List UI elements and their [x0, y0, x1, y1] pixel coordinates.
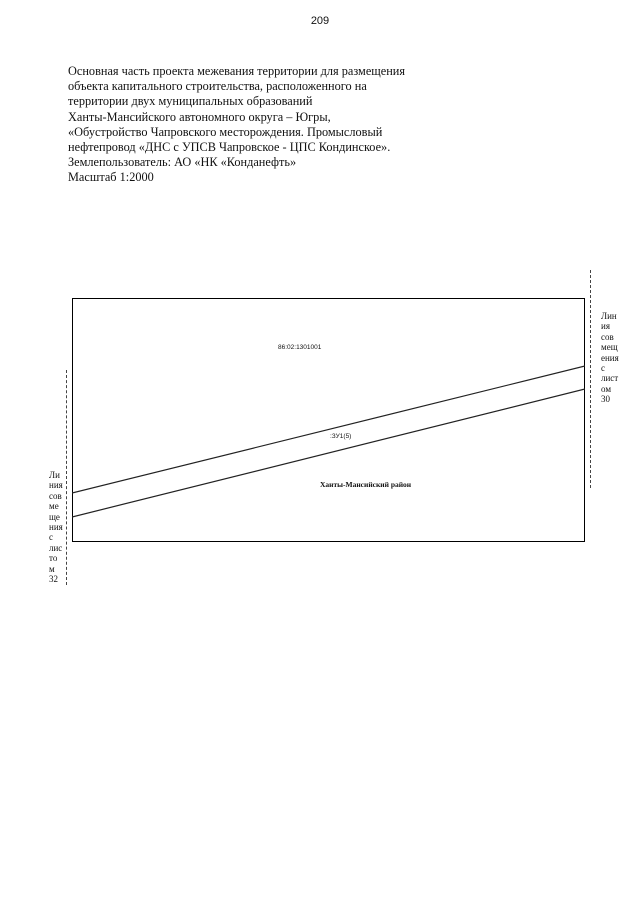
corridor-lower-boundary — [72, 389, 585, 517]
match-line-left-text: Ли — [49, 470, 60, 480]
match-line-right-text: лист — [601, 373, 619, 384]
match-line-right-text: сов — [601, 331, 614, 342]
match-line-right-text: ия — [601, 321, 610, 332]
match-line-right-text: ом — [601, 383, 612, 394]
match-line-left-text: лис — [49, 542, 63, 553]
land-user-line: Землепользователь: АО «НК «Конданефть» — [68, 155, 297, 170]
match-line-right-text: с — [601, 363, 605, 374]
match-line-right-label — [601, 311, 631, 405]
document-header — [68, 64, 448, 186]
match-line-right — [590, 270, 591, 488]
match-line-left-text: ме — [49, 501, 59, 512]
district-label: Ханты-Мансийский район — [320, 480, 412, 489]
cadastral-quarter-label: 86:02:1301001 — [278, 344, 322, 351]
match-line-right-text: мещ — [601, 342, 618, 353]
header-line: Ханты-Мансийского автономного округа – Югры, — [68, 109, 331, 124]
header-line: Основная часть проекта межевания территории для размещения — [68, 64, 406, 78]
header-line: «Обустройство Чапровского месторождения. Промысловый — [68, 124, 383, 139]
corridor-upper-boundary — [72, 366, 585, 493]
match-line-left-text: сов — [49, 490, 62, 501]
header-line: территории двух муниципальных образований — [68, 94, 313, 109]
match-line-left-text: с — [49, 532, 53, 543]
match-line-left-text: ще — [49, 511, 60, 522]
match-line-right-text: Лин — [601, 311, 617, 321]
map-drawing — [72, 298, 585, 542]
scale-line: Масштаб 1:2000 — [68, 170, 154, 185]
match-line-left-text: ния — [49, 480, 63, 491]
match-line-left-text: 32 — [49, 574, 58, 585]
match-line-left-text: м — [49, 563, 55, 574]
match-line-right-text: ения — [601, 352, 619, 363]
match-line-left-label — [49, 470, 79, 584]
match-line-left-text: то — [49, 553, 58, 564]
match-line-right-text: 30 — [601, 394, 610, 405]
page-number: 209 — [310, 15, 330, 27]
match-line-left-text: ния — [49, 522, 63, 533]
header-line: объекта капитального строительства, расположенного на — [68, 79, 367, 94]
header-line: нефтепровод «ДНС с УПСВ Чапровское - ЦПС Кондинское». — [68, 140, 391, 155]
land-plot-label: :ЗУ1(5) — [330, 433, 352, 440]
